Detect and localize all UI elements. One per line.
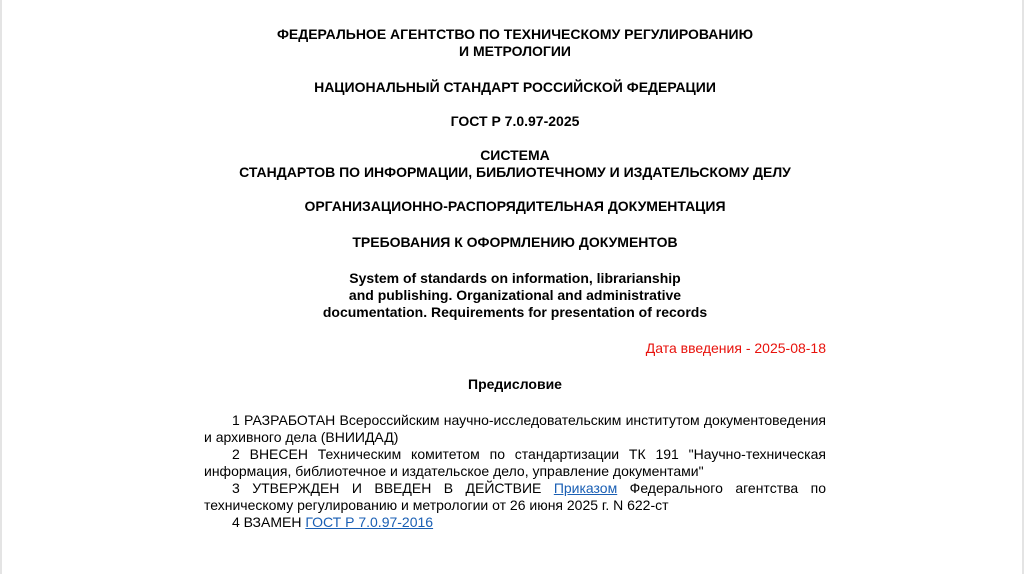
english-title (204, 270, 826, 321)
system-title (204, 147, 826, 181)
national-standard-title: НАЦИОНАЛЬНЫЙ СТАНДАРТ РОССИЙСКОЙ ФЕДЕРАЦИИ (314, 79, 716, 95)
introduction-date: Дата введения - 2025-08-18 (645, 340, 826, 356)
english-line-2: and publishing. Organizational and administrative (348, 287, 682, 303)
preface-item-4-prefix: 4 ВЗАМЕН (232, 514, 306, 530)
preface-item-3-suffix: Федерального агентства по техническому регулированию и метрологии от 26 июня 2025 г. N 622-ст (204, 480, 826, 513)
system-line-1: СИСТЕМА (480, 147, 550, 163)
preface-item-4 (204, 514, 826, 531)
gost-number: ГОСТ Р 7.0.97-2025 (450, 113, 580, 129)
order-link[interactable]: Приказом (553, 480, 618, 496)
org-docs-title: ОРГАНИЗАЦИОННО-РАСПОРЯДИТЕЛЬНАЯ ДОКУМЕНТАЦИЯ (304, 198, 726, 214)
system-line-2: СТАНДАРТОВ ПО ИНФОРМАЦИИ, БИБЛИОТЕЧНОМУ И ИЗДАТЕЛЬСКОМУ ДЕЛУ (239, 164, 791, 180)
preface-item-3-prefix: 3 УТВЕРЖДЕН И ВВЕДЕН В ДЕЙСТВИЕ (232, 480, 554, 496)
gost-2016-link[interactable]: ГОСТ Р 7.0.97-2016 (305, 514, 434, 530)
preface-title: Предисловие (468, 376, 562, 392)
agency-line-2: И МЕТРОЛОГИИ (459, 43, 571, 59)
preface-item-2: 2 ВНЕСЕН Техническим комитетом по стандартизации ТК 191 "Научно-техническая информация, библиотечное и издательское дело, управление документами" (204, 446, 826, 479)
agency-line-1: ФЕДЕРАЛЬНОЕ АГЕНТСТВО ПО ТЕХНИЧЕСКОМУ РЕГУЛИРОВАНИЮ (276, 26, 754, 42)
agency-title (204, 26, 826, 60)
document-body (204, 26, 826, 531)
english-line-1: System of standards on information, librarianship (349, 270, 681, 286)
preface-item-3 (204, 480, 826, 514)
preface-item-1: 1 РАЗРАБОТАН Всероссийским научно-исследовательским институтом документоведения и архивного дела (ВНИИДАД) (204, 412, 826, 445)
requirements-title: ТРЕБОВАНИЯ К ОФОРМЛЕНИЮ ДОКУМЕНТОВ (352, 234, 678, 250)
english-line-3: documentation. Requirements for presentation of records (322, 304, 708, 320)
page-edge-left (0, 0, 2, 574)
